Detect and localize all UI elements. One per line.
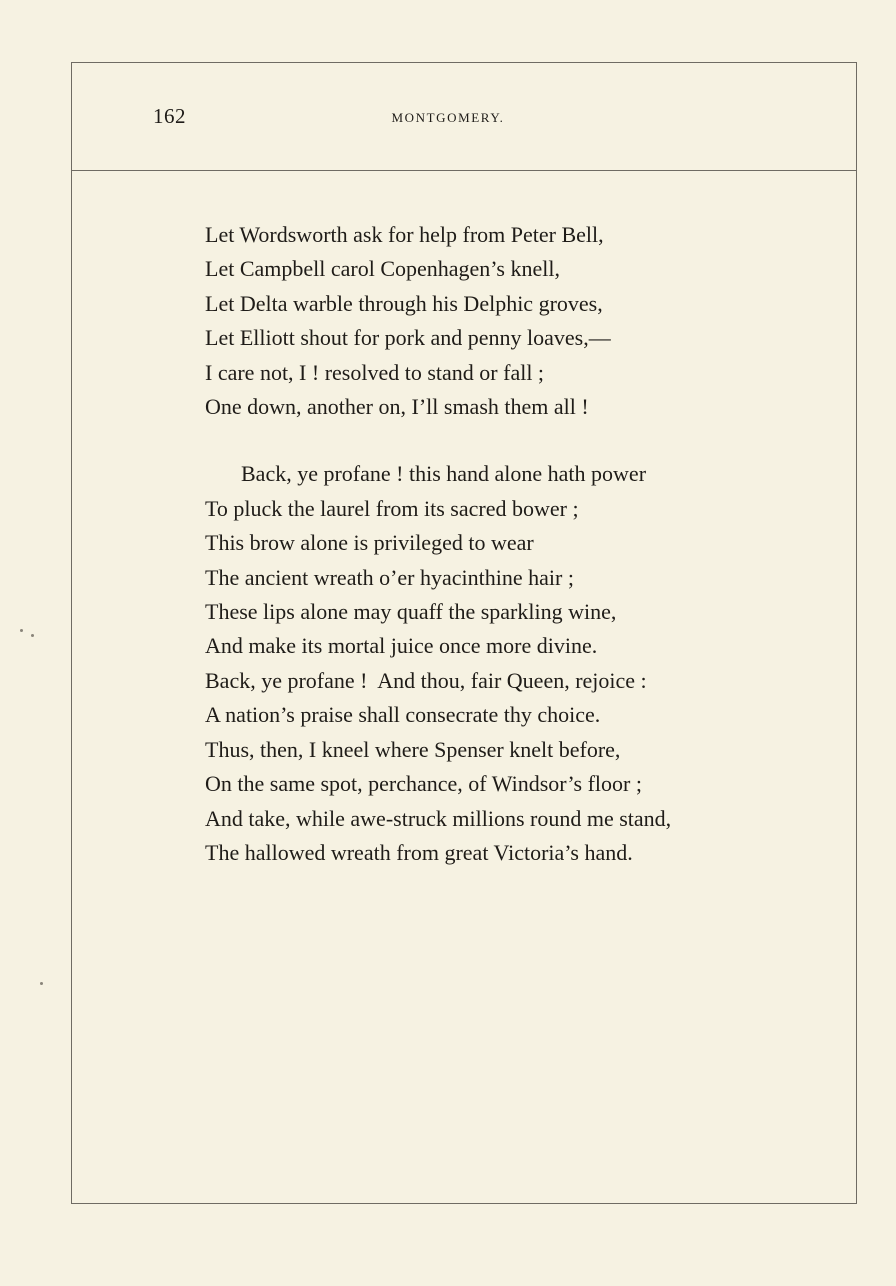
paper-speck [20,629,23,632]
poem-line: One down, another on, I’ll smash them all ! [205,394,589,420]
poem-line: These lips alone may quaff the sparkling wine, [205,599,617,625]
paper-speck [40,982,43,985]
poem-line: The hallowed wreath from great Victoria’s hand. [205,839,633,865]
stanza-2 [205,457,825,870]
running-head: MONTGOMERY. [391,110,505,125]
poem-line: A nation’s praise shall consecrate thy choice. [205,702,601,728]
poem-line: To pluck the laurel from its sacred bower ; [205,495,579,521]
paper-speck [31,634,34,637]
header-rule [71,170,857,171]
poem-line: Let Wordsworth ask for help from Peter Bell, [205,222,604,247]
poem-line: This brow alone is privileged to wear [205,530,534,556]
stanza-1 [205,218,825,424]
poem-line: I care not, I ! resolved to stand or fall ; [205,359,545,385]
poem-line: On the same spot, perchance, of Windsor’s floor ; [205,771,642,797]
poem-line: Thus, then, I kneel where Spenser knelt before, [205,736,621,762]
poem-body [205,218,825,870]
poem-line: Let Delta warble through his Delphic groves, [205,290,603,316]
poem-line: Back, ye profane ! this hand alone hath power [241,461,647,487]
poem-line: Back, ye profane ! And thou, fair Queen, rejoice : [205,667,647,693]
page-number: 162 [153,104,186,128]
poem-line: The ancient wreath o’er hyacinthine hair ; [205,564,574,590]
poem-line: And make its mortal juice once more divine. [205,633,598,659]
poem-line: Let Elliott shout for pork and penny loaves,— [205,325,611,351]
poem-line: Let Campbell carol Copenhagen’s knell, [205,256,560,282]
poem-line: And take, while awe-struck millions round me stand, [205,805,672,831]
